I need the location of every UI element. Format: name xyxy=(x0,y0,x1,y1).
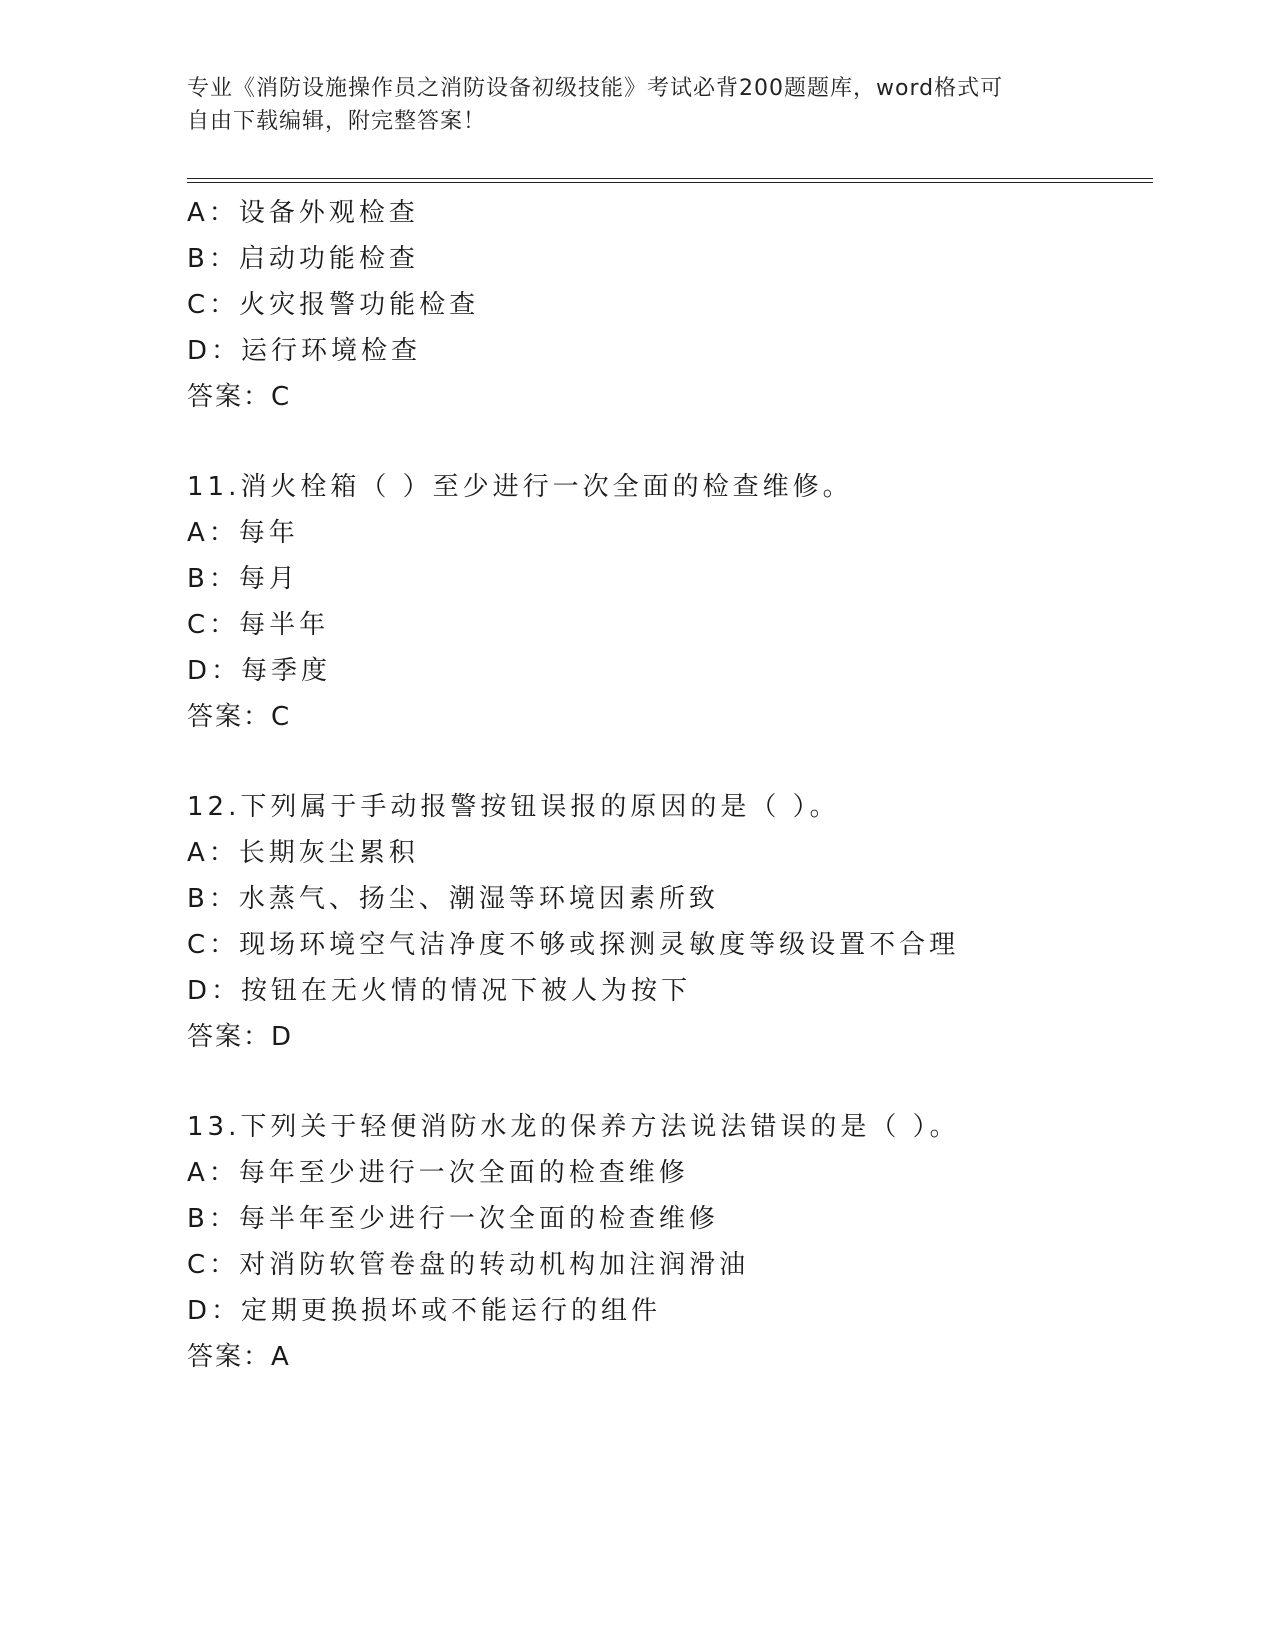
option-d: D：运行环境检查 xyxy=(187,336,422,366)
answer-line: 答案：C xyxy=(187,382,292,412)
question-block-11 xyxy=(187,464,1147,740)
option-a: A：设备外观检查 xyxy=(187,198,419,228)
option-c: C：火灾报警功能检查 xyxy=(187,290,480,320)
option-b: B：每月 xyxy=(187,564,299,594)
option-c: C：对消防软管卷盘的转动机构加注润滑油 xyxy=(187,1250,750,1280)
document-header xyxy=(187,72,1087,138)
option-c: C：每半年 xyxy=(187,610,330,640)
header-title-line-2: 自由下载编辑，附完整答案！ xyxy=(187,109,487,134)
question-stem: 13.下列关于轻便消防水龙的保养方法说法错误的是（ ）。 xyxy=(187,1112,960,1142)
option-a: A：每年至少进行一次全面的检查维修 xyxy=(187,1158,689,1188)
answer-line: 答案：A xyxy=(187,1342,291,1372)
block-spacer xyxy=(187,1060,1147,1104)
header-divider-top xyxy=(187,178,1153,179)
question-block-12 xyxy=(187,784,1147,1060)
block-spacer xyxy=(187,740,1147,784)
option-a: A：长期灰尘累积 xyxy=(187,838,419,868)
question-stem: 11.消火栓箱（ ）至少进行一次全面的检查维修。 xyxy=(187,472,853,502)
block-spacer xyxy=(187,420,1147,464)
option-d: D：按钮在无火情的情况下被人为按下 xyxy=(187,976,692,1006)
option-a: A：每年 xyxy=(187,518,299,548)
answer-line: 答案：C xyxy=(187,702,292,732)
option-b: B：启动功能检查 xyxy=(187,244,419,274)
option-c: C：现场环境空气洁净度不够或探测灵敏度等级设置不合理 xyxy=(187,930,960,960)
header-divider-bottom xyxy=(187,182,1153,183)
question-block-10 xyxy=(187,190,1147,420)
header-title-line-1: 专业《消防设施操作员之消防设备初级技能》考试必背200题题库，word格式可 xyxy=(187,76,1004,101)
option-b: B：水蒸气、扬尘、潮湿等环境因素所致 xyxy=(187,884,719,914)
question-stem: 12.下列属于手动报警按钮误报的原因的是（ ）。 xyxy=(187,792,840,822)
option-d: D：每季度 xyxy=(187,656,332,686)
question-block-13 xyxy=(187,1104,1147,1380)
option-b: B：每半年至少进行一次全面的检查维修 xyxy=(187,1204,719,1234)
answer-line: 答案：D xyxy=(187,1022,294,1052)
option-d: D：定期更换损坏或不能运行的组件 xyxy=(187,1296,662,1326)
question-list xyxy=(187,190,1147,1380)
